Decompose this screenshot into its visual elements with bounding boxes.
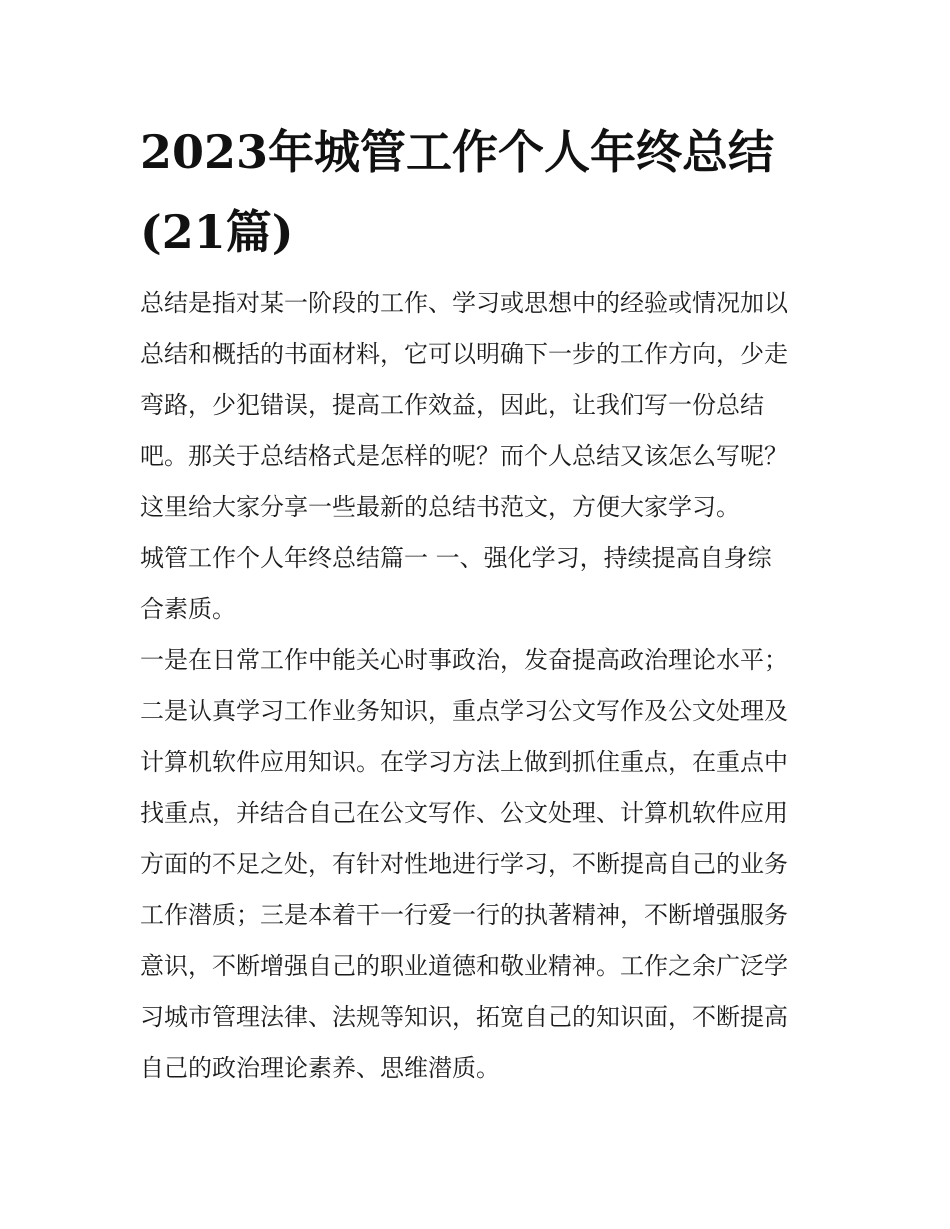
body-line: 二是认真学习工作业务知识，重点学习公文写作及公文处理及 [140, 697, 788, 725]
document-title [140, 112, 820, 272]
document-body [140, 278, 820, 1094]
body-line: 一是在日常工作中能关心时事政治，发奋提高政治理论水平； [140, 646, 788, 674]
body-line: 城管工作个人年终总结篇一 一、强化学习，持续提高自身综 [140, 544, 772, 572]
body-line: 方面的不足之处，有针对性地进行学习，不断提高自己的业务 [140, 850, 788, 878]
title-line: (21篇) [140, 205, 294, 259]
title-line: 2023年城管工作个人年终总结 [140, 125, 775, 179]
body-line: 这里给大家分享一些最新的总结书范文，方便大家学习。 [140, 493, 740, 521]
body-line: 总结是指对某一阶段的工作、学习或思想中的经验或情况加以 [140, 289, 788, 317]
body-line: 意识，不断增强自己的职业道德和敬业精神。工作之余广泛学 [140, 952, 788, 980]
body-line: 总结和概括的书面材料，它可以明确下一步的工作方向，少走 [140, 340, 788, 368]
body-line: 计算机软件应用知识。在学习方法上做到抓住重点，在重点中 [140, 748, 788, 776]
body-line: 自己的政治理论素养、思维潜质。 [140, 1054, 500, 1082]
body-line: 找重点，并结合自己在公文写作、公文处理、计算机软件应用 [140, 799, 788, 827]
body-line: 吧。那关于总结格式是怎样的呢？而个人总结又该怎么写呢？ [140, 442, 788, 470]
body-line: 弯路，少犯错误，提高工作效益，因此，让我们写一份总结 [140, 391, 764, 419]
body-line: 习城市管理法律、法规等知识，拓宽自己的知识面，不断提高 [140, 1003, 788, 1031]
body-line: 合素质。 [140, 595, 236, 623]
body-line: 工作潜质；三是本着干一行爱一行的执著精神，不断增强服务 [140, 901, 788, 929]
